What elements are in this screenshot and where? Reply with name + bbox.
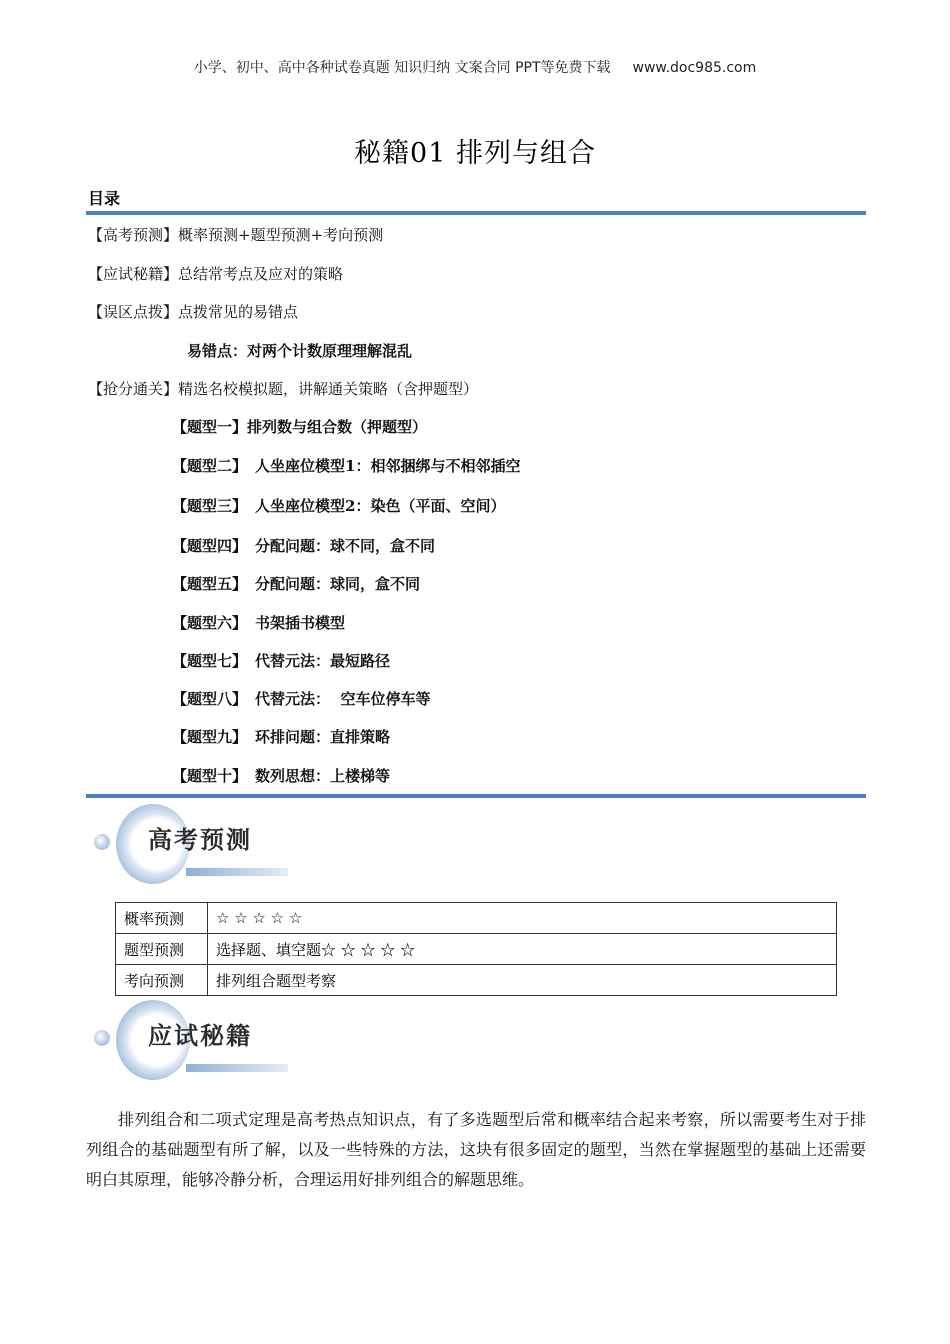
toc-type-7 — [172, 650, 390, 671]
toc-item-text: 总结常考点及应对的策略 — [178, 265, 344, 283]
toc-type-text: 数列思想：上楼梯等 — [255, 767, 391, 785]
table-row — [116, 965, 837, 996]
table-cell-value: 选择题、填空题☆ ☆ ☆ ☆ ☆ — [208, 934, 837, 965]
toc-type-9 — [172, 726, 390, 747]
badge-underline — [186, 1064, 288, 1072]
toc-type-text: 代替元法：最短路径 — [255, 652, 391, 670]
toc-type-tag: 【题型六】 — [172, 614, 248, 632]
toc-type-tag: 【题型八】 — [172, 690, 248, 708]
toc-type-text: 排列数与组合数（押题型） — [247, 418, 428, 436]
toc-bottom-divider — [86, 794, 866, 798]
prediction-table — [115, 902, 837, 996]
toc-type-text: 代替元法： 空车位停车等 — [255, 690, 431, 708]
toc-item-tag: 【应试秘籍】 — [88, 265, 179, 283]
toc-type-text: 环排问题：直排策略 — [255, 728, 391, 746]
toc-type-1 — [172, 416, 427, 437]
toc-type-tag: 【题型二】 — [172, 457, 248, 475]
toc-type-6 — [172, 612, 345, 633]
badge-underline — [186, 868, 288, 876]
toc-type-text: 人坐座位模型2：染色（平面、空间） — [255, 497, 506, 515]
toc-item-text: 点拨常见的易错点 — [178, 303, 299, 321]
table-row — [116, 903, 837, 934]
page-header — [0, 57, 950, 77]
toc-item-tag: 【抢分通关】 — [88, 380, 179, 398]
section-title-prediction: 高考预测 — [148, 826, 252, 854]
section-badge-secrets — [86, 998, 296, 1090]
toc-type-tag: 【题型三】 — [172, 497, 248, 515]
toc-type-text: 书架插书模型 — [255, 614, 346, 632]
toc-type-3 — [172, 495, 505, 516]
toc-type-tag: 【题型九】 — [172, 728, 248, 746]
body-paragraph: 排列组合和二项式定理是高考热点知识点，有了多选题型后常和概率结合起来考察，所以需要考生对于排列组合的基础题型有所了解，以及一些特殊的方法，这块有很多固定的题型，当然在掌握题型的基础上还需要明白其原理，能够冷静分析，合理运用好排列组合的解题思维。 — [86, 1110, 866, 1189]
table-cell-value: 排列组合题型考察 — [208, 965, 837, 996]
toc-type-tag: 【题型四】 — [172, 537, 248, 555]
toc-type-tag: 【题型七】 — [172, 652, 248, 670]
toc-type-2 — [172, 455, 520, 476]
header-url[interactable]: www.doc985.com — [632, 60, 757, 76]
toc-type-5 — [172, 573, 420, 594]
toc-item-tag: 【误区点拨】 — [88, 303, 179, 321]
toc-item-practice — [88, 378, 478, 399]
toc-heading: 目录 — [88, 189, 121, 208]
header-text: 小学、初中、高中各种试卷真题 知识归纳 文案合同 PPT等免费下载 — [193, 60, 611, 76]
table-cell-label: 题型预测 — [116, 934, 208, 965]
section-title-secrets: 应试秘籍 — [148, 1022, 252, 1050]
document-title: 秘籍01 排列与组合 — [354, 138, 596, 169]
table-row — [116, 934, 837, 965]
toc-item-secrets — [88, 263, 343, 284]
toc-type-10 — [172, 765, 390, 786]
badge-dot-icon — [94, 1030, 110, 1046]
toc-type-text: 分配问题：球同，盒不同 — [255, 575, 421, 593]
toc-item-forecast — [88, 224, 383, 245]
section-badge-prediction — [86, 802, 296, 894]
toc-item-text: 概率预测+题型预测+考向预测 — [178, 226, 384, 244]
table-cell-label: 概率预测 — [116, 903, 208, 934]
toc-type-text: 分配问题：球不同，盒不同 — [255, 537, 436, 555]
toc-item-text: 精选名校模拟题，讲解通关策略（含押题型） — [178, 380, 479, 398]
toc-type-4 — [172, 535, 435, 556]
table-cell-value: ☆ ☆ ☆ ☆ ☆ — [208, 903, 837, 934]
toc-type-tag: 【题型十】 — [172, 767, 248, 785]
toc-item-text: 易错点：对两个计数原理理解混乱 — [187, 342, 413, 360]
badge-dot-icon — [94, 834, 110, 850]
toc-type-tag: 【题型一】 — [172, 418, 248, 436]
toc-item-pitfalls — [88, 301, 298, 322]
toc-top-divider — [86, 211, 866, 215]
toc-item-error-point — [187, 340, 412, 361]
toc-type-tag: 【题型五】 — [172, 575, 248, 593]
toc-type-8 — [172, 688, 430, 709]
toc-item-tag: 【高考预测】 — [88, 226, 179, 244]
toc-type-text: 人坐座位模型1：相邻捆绑与不相邻插空 — [255, 457, 521, 475]
table-cell-label: 考向预测 — [116, 965, 208, 996]
